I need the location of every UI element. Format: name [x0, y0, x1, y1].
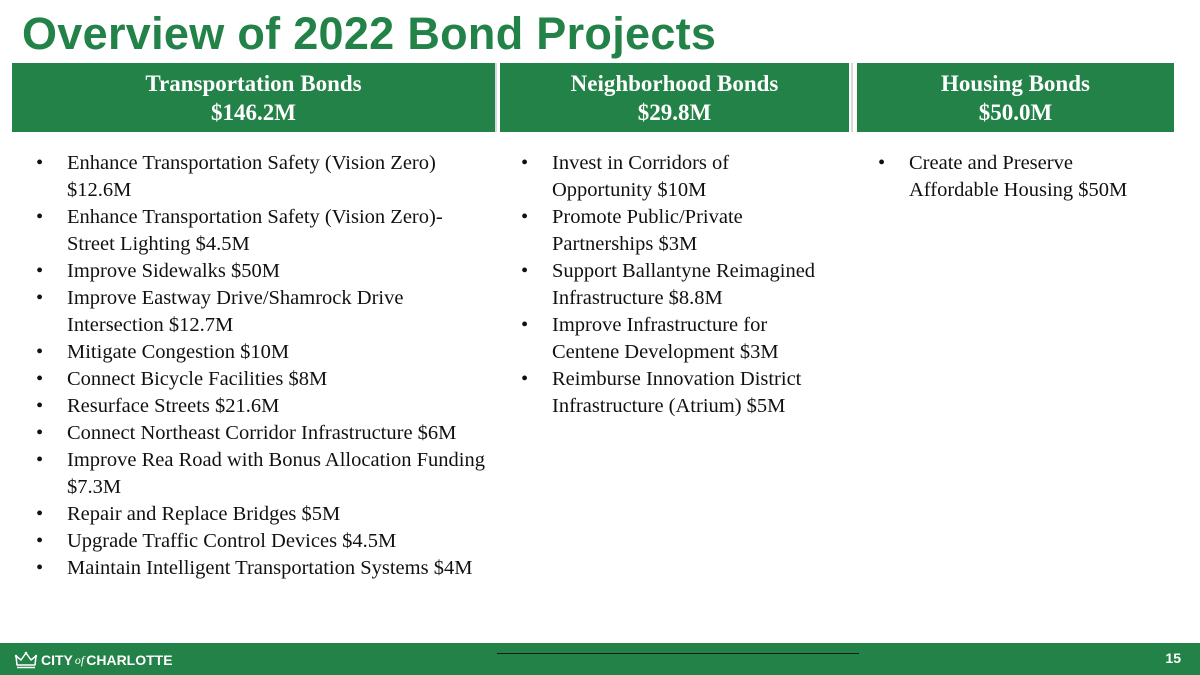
list-item-text: Upgrade Traffic Control Devices $4.5M [67, 530, 397, 552]
bullet-icon: • [36, 206, 44, 228]
bullet-icon: • [36, 287, 44, 309]
neighborhood-projects-list [521, 150, 826, 420]
column-amount: $50.0M [978, 100, 1053, 125]
list-item [36, 339, 486, 366]
column-amount: $29.8M [637, 100, 712, 125]
list-item-text: Invest in Corridors of Opportunity $10M [552, 152, 730, 201]
list-item [36, 555, 486, 582]
bullet-icon: • [36, 557, 44, 579]
list-item [36, 501, 486, 528]
bullet-icon: • [36, 341, 44, 363]
column-amount: $146.2M [211, 100, 296, 125]
list-item [36, 366, 486, 393]
list-item [521, 366, 826, 420]
list-item [36, 528, 486, 555]
list-item-text: Repair and Replace Bridges $5M [67, 503, 341, 525]
bullet-icon: • [36, 152, 44, 174]
list-item [36, 204, 486, 258]
housing-projects-list [878, 150, 1128, 204]
column-divider [495, 63, 497, 132]
list-item-text: Improve Eastway Drive/Shamrock Drive Intersection $12.7M [67, 287, 404, 336]
bullet-icon: • [36, 422, 44, 444]
list-item-text: Improve Infrastructure for Centene Development $3M [552, 314, 779, 363]
bullet-icon: • [521, 314, 529, 336]
list-item-text: Enhance Transportation Safety (Vision Zero)- Street Lighting $4.5M [67, 206, 443, 255]
page-number: 15 [1165, 650, 1181, 666]
list-item [36, 393, 486, 420]
city-of-charlotte-logo [14, 648, 173, 672]
crown-icon [14, 651, 38, 669]
list-item [36, 447, 486, 501]
page-title: Overview of 2022 Bond Projects [22, 8, 717, 59]
bullet-icon: • [878, 152, 886, 174]
list-item-text: Resurface Streets $21.6M [67, 395, 280, 417]
list-item [36, 420, 486, 447]
list-item-text: Improve Sidewalks $50M [67, 260, 280, 282]
bullet-icon: • [36, 503, 44, 525]
list-item-text: Maintain Intelligent Transportation Systems $4M [67, 557, 473, 579]
list-item [36, 258, 486, 285]
neighborhood-bonds-header [500, 63, 849, 132]
bullet-icon: • [36, 395, 44, 417]
list-item-text: Promote Public/Private Partnerships $3M [552, 206, 743, 255]
list-item-text: Support Ballantyne Reimagined Infrastructure $8.8M [552, 260, 816, 309]
bullet-icon: • [521, 206, 529, 228]
list-item-text: Mitigate Congestion $10M [67, 341, 290, 363]
footer-divider [497, 653, 859, 654]
transportation-projects-list [36, 150, 486, 582]
bullet-icon: • [521, 368, 529, 390]
housing-bonds-header [857, 63, 1174, 132]
bullet-icon: • [36, 449, 44, 471]
bullet-icon: • [36, 260, 44, 282]
list-item-text: Connect Northeast Corridor Infrastructure $6M [67, 422, 457, 444]
footer-bar [0, 643, 1200, 675]
list-item-text: Improve Rea Road with Bonus Allocation Funding $7.3M [67, 449, 485, 498]
bullet-icon: • [521, 260, 529, 282]
list-item [878, 150, 1128, 204]
list-item-text: Reimburse Innovation District Infrastructure (Atrium) $5M [552, 368, 812, 417]
list-item-text: Connect Bicycle Facilities $8M [67, 368, 328, 390]
transportation-bonds-header [12, 63, 495, 132]
list-item [36, 285, 486, 339]
list-item-text: Enhance Transportation Safety (Vision Zero) $12.6M [67, 152, 436, 201]
logo-of-text: of [74, 652, 85, 667]
bullet-icon: • [521, 152, 529, 174]
bullet-icon: • [36, 368, 44, 390]
logo-name-text: CHARLOTTE [86, 652, 173, 668]
column-heading: Transportation Bonds [145, 71, 362, 96]
list-item [36, 150, 486, 204]
column-heading: Neighborhood Bonds [570, 71, 779, 96]
column-divider [851, 63, 853, 132]
list-item [521, 258, 826, 312]
logo-city-text: CITY [41, 652, 73, 668]
list-item [521, 204, 826, 258]
column-heading: Housing Bonds [941, 71, 1090, 96]
list-item [521, 150, 826, 204]
bullet-icon: • [36, 530, 44, 552]
list-item [521, 312, 826, 366]
list-item-text: Create and Preserve Affordable Housing $50M [909, 152, 1128, 201]
